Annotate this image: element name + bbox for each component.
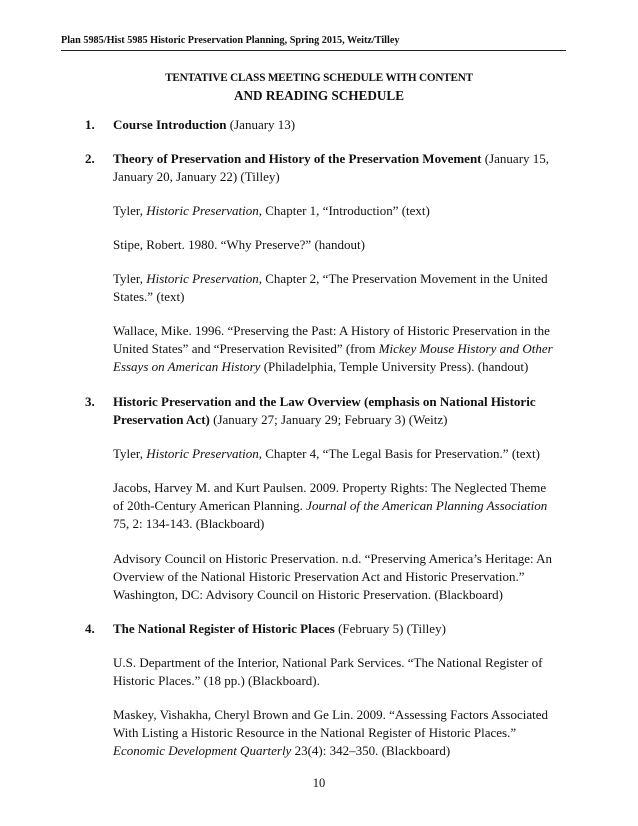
item-heading [113,620,553,638]
reading-citation: Tyler, Historic Preservation, Chapter 1, “Introduction” (text) [113,203,430,218]
reading-citation: Tyler, Historic Preservation, Chapter 4, “The Legal Basis for Preservation.” (text) [113,446,540,461]
item-title: The National Register of Historic Places [113,621,335,636]
item-number: 4. [85,621,95,636]
reading-citation: Wallace, Mike. 1996. “Preserving the Past: A History of Historic Preservation in the United States” and “Preservation Revisited” (from Mickey Mouse History and Other Essays on American History (Philadelphia, Temple University Press). (handout) [113,323,553,374]
item-number: 1. [85,117,95,132]
item-details: (February 5) (Tilley) [334,621,446,636]
item-heading [113,116,553,134]
schedule-title-line1: TENTATIVE CLASS MEETING SCHEDULE WITH CONTENT [165,72,473,84]
reading-citation: U.S. Department of the Interior, National Park Services. “The National Register of Historic Places.” (18 pp.) (Blackboard). [113,655,543,688]
page-number: 10 [312,776,326,790]
item-number: 3. [85,394,95,409]
item-number: 2. [85,151,95,166]
item-title: Theory of Preservation and History of the Preservation Movement [113,151,482,166]
item-title: Course Introduction [113,117,227,132]
reading-citation: Tyler, Historic Preservation, Chapter 2, “The Preservation Movement in the United States.” (text) [113,271,548,304]
reading-citation: Jacobs, Harvey M. and Kurt Paulsen. 2009. Property Rights: The Neglected Theme of 20th-Century American Planning. Journal of the American Planning Association 75, 2: 134-143. (Blackboard) [113,480,548,531]
item-details: (January 15, January 20, January 22) (Tilley) [113,151,550,184]
item-details: (January 27; January 29; February 3) (Weitz) [209,412,448,427]
item-title: Historic Preservation and the Law Overview (emphasis on National Historic Preservation Act) [113,394,536,427]
header-rule [61,50,566,51]
item-heading [113,150,553,186]
schedule-title-line2: AND READING SCHEDULE [234,88,404,103]
item-heading [113,393,553,429]
reading-citation: Stipe, Robert. 1980. “Why Preserve?” (handout) [113,237,365,252]
reading-citation: Maskey, Vishakha, Cheryl Brown and Ge Lin. 2009. “Assessing Factors Associated With Listing a Historic Resource in the National Register of Historic Places.” Economic Development Quarterly 23(4): 342–350. (Blackboard) [113,707,549,758]
running-header: Plan 5985/Hist 5985 Historic Preservation Planning, Spring 2015, Weitz/Tilley [61,35,400,46]
item-details: (January 13) [226,117,296,132]
reading-citation: Advisory Council on Historic Preservation. n.d. “Preserving America’s Heritage: An Overview of the National Historic Preservation Act and Historic Preservation.” Washington, DC: Advisory Council on Historic Preservation. (Blackboard) [113,551,553,602]
